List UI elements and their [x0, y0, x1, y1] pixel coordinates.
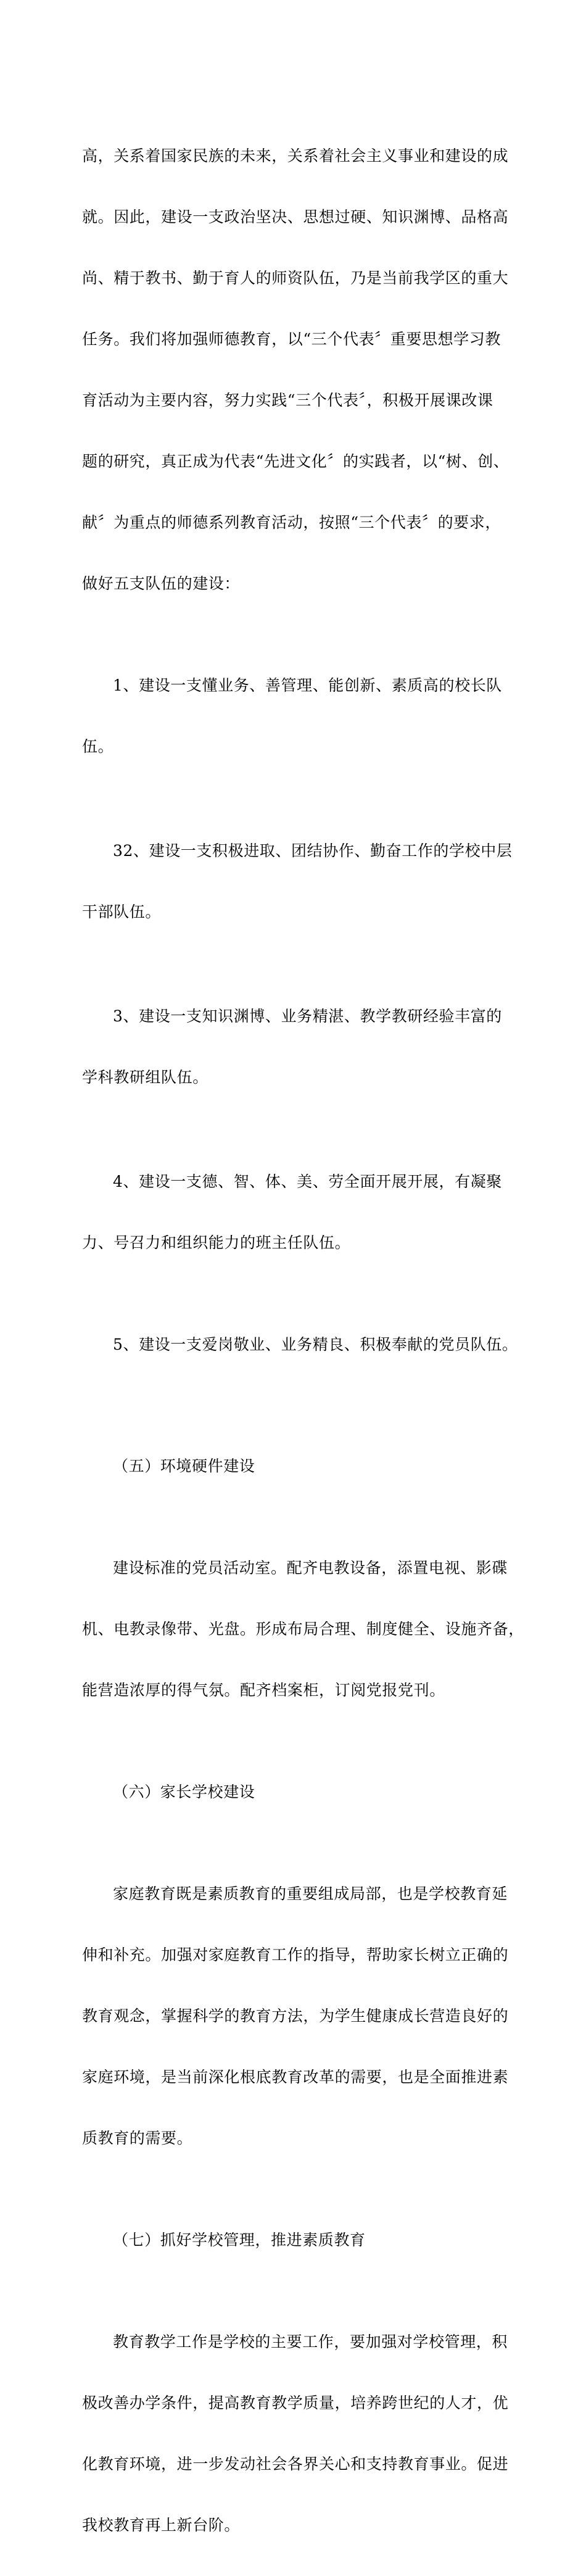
- text-line: 1、建设一支懂业务、善管理、能创新、素质高的校长队: [113, 676, 502, 694]
- text-line: 献〞为重点的师德系列教育活动，按照“三个代表〞的要求，: [82, 513, 501, 531]
- text-line: 干部队伍。: [82, 903, 162, 921]
- section-heading: （六）家长学校建设: [113, 1783, 255, 1801]
- text-line: 尚、精于教书、勤于育人的师资队伍，乃是当前我学区的重大: [82, 269, 509, 287]
- text-line: 5、建设一支爱岗敬业、业务精良、积极奉献的党员队伍。: [113, 1336, 518, 1353]
- text-line: 家庭环境，是当前深化根底教育改革的需要，也是全面推进素: [82, 2068, 509, 2086]
- paragraph-parent-school: [82, 1843, 514, 2189]
- text-line: 3、建设一支知识渊博、业务精湛、教学教研经验丰富的: [113, 1007, 502, 1025]
- paragraph-team-5: [82, 1294, 518, 1395]
- text-line: 高，关系着国家民族的未来，关系着社会主义事业和建设的成: [82, 147, 509, 165]
- text-line: 质教育的需要。: [82, 2129, 193, 2147]
- text-line: 题的研究，真正成为代表“先进文化〞的实践者，以“树、创、: [82, 452, 510, 470]
- paragraph-intro: [82, 105, 514, 634]
- text-line: 4、建设一支德、智、体、美、劳全面开展开展，有凝聚: [113, 1173, 502, 1190]
- text-line: 力、号召力和组织能力的班主任队伍。: [82, 1234, 351, 1252]
- document-body: [82, 105, 524, 2576]
- section-heading-7: [82, 2189, 514, 2291]
- section-heading: （五）环境硬件建设: [113, 1457, 255, 1475]
- section-heading: （七）抓好学校管理，推进素质教育: [113, 2231, 366, 2249]
- paragraph-team-2: [82, 800, 514, 963]
- text-line: 32、建设一支积极进取、团结协作、勤奋工作的学校中层: [113, 842, 513, 860]
- text-line: 能营造浓厚的得气氛。配齐档案柜，订阅党报党刊。: [82, 1681, 445, 1699]
- text-line: 教育观念，掌握科学的教育方法，为学生健康成长营造良好的: [82, 2007, 509, 2025]
- section-heading-5: [82, 1415, 514, 1517]
- text-line: 家庭教育既是素质教育的重要组成局部，也是学校教育延: [113, 1885, 508, 1903]
- text-line: 伸和补充。加强对家庭教育工作的指导，帮助家长树立正确的: [82, 1946, 509, 1964]
- text-line: 就。因此，建设一支政治坚决、思想过硬、知识渊博、品格高: [82, 208, 509, 226]
- text-line: 学科教研组队伍。: [82, 1068, 208, 1086]
- section-heading-6: [82, 1741, 514, 1843]
- paragraph-team-4: [82, 1131, 514, 1294]
- paragraph-school-management: [82, 2291, 514, 2576]
- text-line: 教育教学工作是学校的主要工作，要加强对学校管理，积: [113, 2333, 508, 2351]
- paragraph-team-1: [82, 634, 514, 797]
- text-line: 机、电教录像带、光盘。形成布局合理、制度健全、设施齐备，: [82, 1620, 524, 1638]
- text-line: 化教育环境，进一步发动社会各界关心和支持教育事业。促进: [82, 2455, 509, 2473]
- text-line: 伍。: [82, 737, 114, 755]
- text-line: 我校教育再上新台阶。: [82, 2516, 241, 2534]
- paragraph-environment: [82, 1517, 524, 1741]
- text-line: 育活动为主要内容，努力实践“三个代表〞，积极开展课改课: [82, 391, 493, 409]
- paragraph-team-3: [82, 965, 514, 1128]
- text-line: 做好五支队伍的建设：: [82, 575, 241, 592]
- text-line: 任务。我们将加强师德教育，以“三个代表〞重要思想学习教: [82, 330, 501, 348]
- text-line: 极改善办学条件，提高教育教学质量，培养跨世纪的人才，优: [82, 2394, 509, 2412]
- text-line: 建设标准的党员活动室。配齐电教设备，添置电视、影碟: [113, 1559, 508, 1577]
